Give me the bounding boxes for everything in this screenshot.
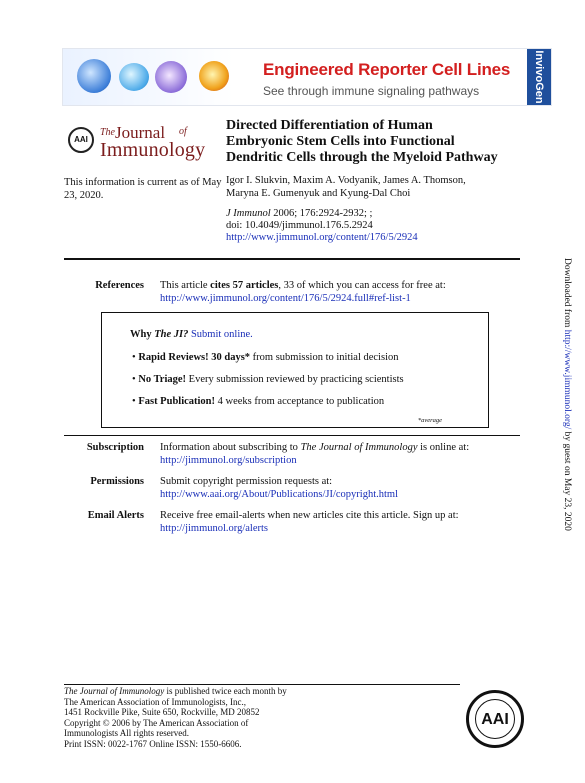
subscription-link[interactable]: http://jimmunol.org/subscription [160, 454, 297, 466]
average-footnote: *average [417, 417, 442, 424]
bullet-item: • Rapid Reviews! 30 days* from submission to initial decision [132, 352, 399, 363]
bullet-item: • No Triage! Every submission reviewed by practicing scientists [132, 374, 404, 385]
why-ji-box [101, 312, 489, 428]
permissions-desc: Submit copyright permission requests at: [160, 476, 333, 487]
jimmunol-home-link[interactable]: http://www.jimmunol.org/ [562, 329, 572, 430]
bullet-item: • Fast Publication! 4 weeks from acceptance to publication [132, 396, 385, 407]
download-note [562, 258, 572, 531]
current-as-of-note: This information is current as of May 23, 2020. [64, 177, 222, 201]
subscription-label: Subscription [86, 442, 144, 453]
citation-line [226, 208, 526, 220]
footer-line1: is published twice each month by [164, 686, 287, 696]
brand-label: InvivoGen [533, 50, 545, 104]
seal-monogram: AAI [475, 699, 515, 739]
logo-of: of [179, 126, 187, 137]
cell-image-4 [199, 61, 229, 91]
logo-seal-text: AAI [74, 135, 88, 144]
aai-seal-icon [466, 690, 524, 748]
article-title [226, 118, 536, 166]
references-post: , 33 of which you can access for free at: [278, 280, 446, 291]
doi: doi: 10.4049/jimmunol.176.5.2924 [226, 220, 373, 231]
logo-journal: Journal [115, 123, 166, 142]
permissions-label: Permissions [90, 476, 144, 487]
the-ji-label: The JI? [154, 329, 189, 340]
download-pre: Downloaded from [562, 258, 572, 330]
email-alerts-label: Email Alerts [87, 510, 144, 521]
aai-seal-icon [68, 127, 94, 153]
logo-immunology: Immunology [100, 139, 206, 161]
subscription-text [160, 442, 540, 467]
citation-volume: 2006; 176:2924-2932; ; [270, 208, 373, 219]
subscription-pre: Information about subscribing to [160, 442, 301, 453]
title-line: Directed Differentiation of Human [226, 118, 433, 133]
divider [64, 258, 520, 260]
bullet-bold: Rapid Reviews! 30 days* [138, 352, 251, 363]
banner-title: Engineered Reporter Cell Lines [263, 60, 511, 79]
authors-line: Igor I. Slukvin, Maxim A. Vodyanik, James A. Thomson, [226, 175, 466, 186]
bullet-bold: No Triage! [138, 374, 187, 385]
subscription-post: is online at: [417, 442, 470, 453]
bullet-bold: Fast Publication! [138, 396, 216, 407]
footer-line: Immunologists All rights reserved. [64, 728, 189, 738]
download-post: by guest on May 23, 2020 [562, 429, 572, 531]
subscription-journal: The Journal of Immunology [300, 442, 418, 453]
cell-image-3 [155, 61, 187, 93]
logo-the: The [100, 127, 115, 138]
title-line: Dendritic Cells through the Myeloid Pathway [226, 150, 498, 165]
references-text [160, 280, 540, 305]
footer-line: Copyright © 2006 by The American Association of [64, 717, 249, 728]
journal-logo [68, 123, 208, 161]
submit-online-link[interactable]: Submit online. [190, 329, 253, 340]
authors-line: Maryna E. Gumenyuk and Kyung-Dal Choi [226, 188, 411, 199]
cell-image-2 [119, 63, 149, 91]
why-label: Why [130, 329, 155, 340]
cell-image-1 [77, 59, 111, 93]
bullet-text: Every submission reviewed by practicing scientists [186, 374, 404, 385]
reporter-cell-lines-banner[interactable] [62, 48, 552, 106]
why-ji-heading [130, 329, 253, 340]
email-alerts-link[interactable]: http://jimmunol.org/alerts [160, 522, 269, 534]
author-list [226, 174, 526, 200]
download-sidebar [560, 258, 584, 558]
title-line: Embryonic Stem Cells into Functional [226, 134, 455, 149]
citation-block [226, 208, 526, 244]
citation-journal: J Immunol [226, 208, 271, 219]
permissions-text [160, 476, 540, 501]
references-link[interactable]: http://www.jimmunol.org/content/176/5/2924.full#ref-list-1 [160, 292, 411, 304]
banner-subtitle: See through immune signaling pathways [263, 84, 480, 98]
footer-line: Print ISSN: 0022-1767 Online ISSN: 1550-6606. [64, 738, 242, 749]
publisher-footer [64, 686, 324, 749]
invivogen-brand [527, 49, 551, 105]
footer-journal: The Journal of Immunology [64, 686, 165, 696]
email-alerts-text [160, 510, 540, 535]
email-alerts-desc: Receive free email-alerts when new articles cite this article. Sign up at: [160, 510, 459, 521]
footer-divider [64, 684, 460, 685]
references-count: cites 57 articles [210, 280, 279, 291]
references-label: References [95, 280, 144, 291]
article-url-link[interactable]: http://www.jimmunol.org/content/176/5/2924 [226, 232, 418, 243]
divider [64, 435, 520, 436]
bullet-text: from submission to initial decision [250, 352, 399, 363]
footer-line: 1451 Rockville Pike, Suite 650, Rockville, MD 20852 [64, 707, 260, 717]
bullet-text: 4 weeks from acceptance to publication [215, 396, 385, 407]
references-pre: This article [160, 280, 211, 291]
permissions-link[interactable]: http://www.aai.org/About/Publications/JI/copyright.html [160, 488, 398, 500]
footer-line: The American Association of Immunologists, Inc., [64, 696, 246, 707]
